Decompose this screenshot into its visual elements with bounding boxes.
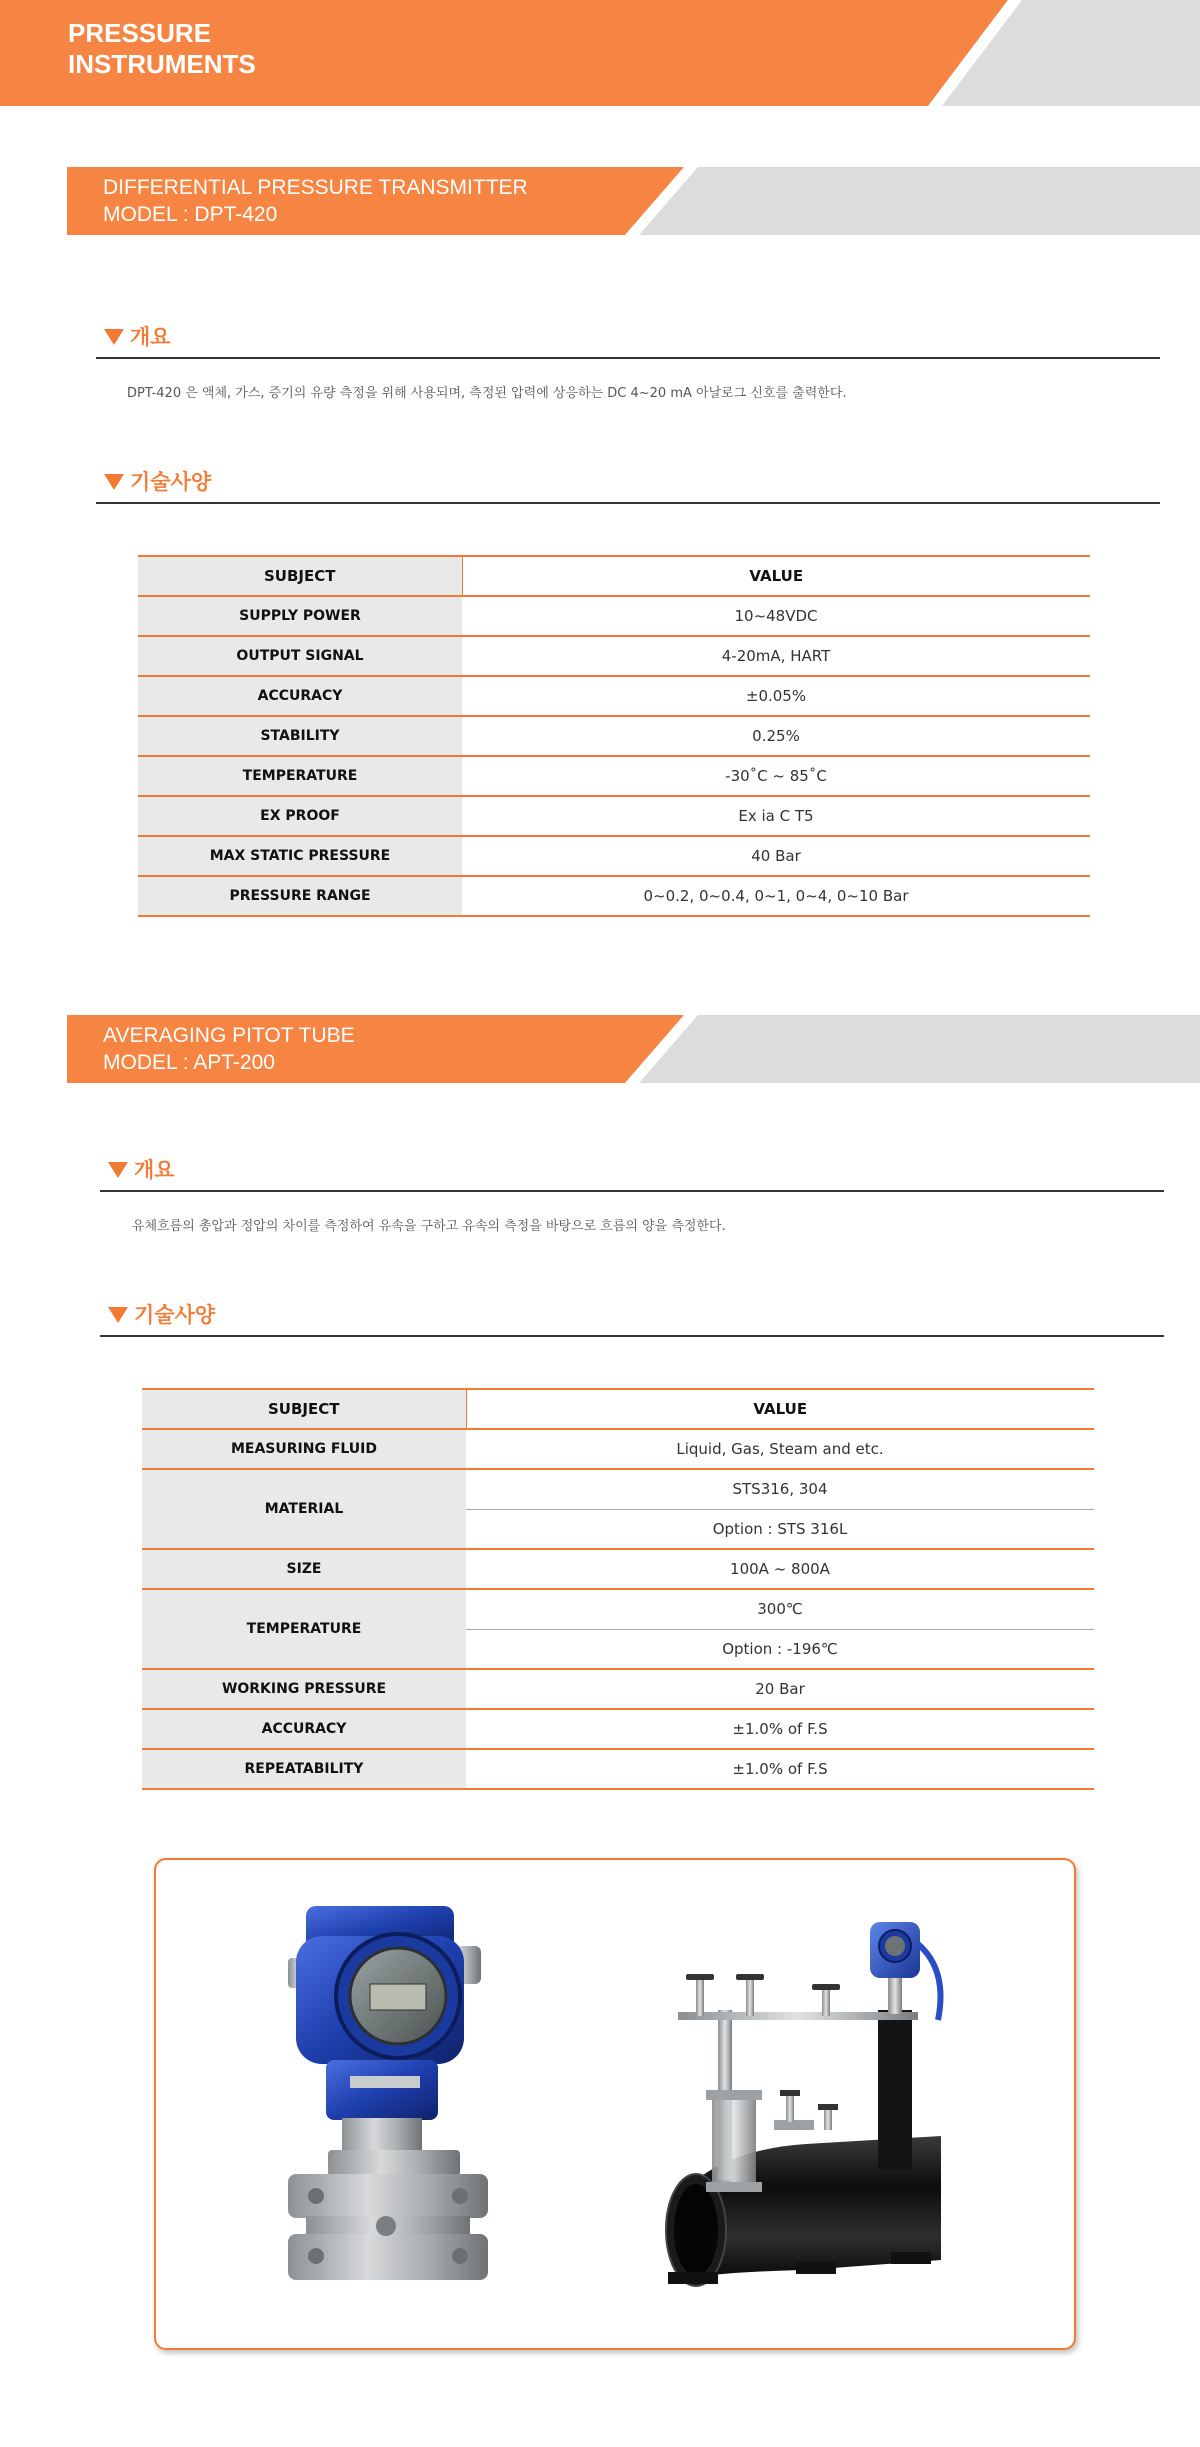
product-photo-frame — [154, 1858, 1076, 2350]
row-value: ±1.0% of F.S — [466, 1709, 1094, 1749]
table-row — [138, 676, 1090, 716]
dpt-product-name: DIFFERENTIAL PRESSURE TRANSMITTER — [103, 176, 528, 199]
dpt-transmitter-image — [266, 1900, 526, 2310]
dpt-model-banner — [67, 167, 1200, 235]
dpt-overview-text: DPT-420 은 액체, 가스, 증기의 유량 측정을 위해 사용되며, 측정된 압력에 상응하는 DC 4~20 mA 아날로그 신호를 출력한다. — [127, 386, 847, 401]
row-subject: REPEATABILITY — [142, 1749, 466, 1789]
col-value: VALUE — [462, 556, 1090, 596]
table-row — [138, 836, 1090, 876]
row-subject: TEMPERATURE — [142, 1589, 466, 1669]
table-header-row — [142, 1389, 1094, 1429]
row-value: ±0.05% — [462, 676, 1090, 716]
dpt-spec-heading — [96, 470, 1160, 504]
apt-model-number: MODEL : APT-200 — [103, 1051, 275, 1074]
row-subject: MATERIAL — [142, 1469, 466, 1549]
apt-overview-heading — [100, 1158, 1164, 1192]
table-header-row — [138, 556, 1090, 596]
row-value: 20 Bar — [466, 1669, 1094, 1709]
row-value: ±1.0% of F.S — [466, 1749, 1094, 1789]
table-row — [142, 1669, 1094, 1709]
row-value: Option : -196℃ — [466, 1629, 1094, 1669]
apt-spec-heading-text: 기술사양 — [134, 1303, 216, 1327]
row-value: 10~48VDC — [462, 596, 1090, 636]
triangle-down-icon — [104, 329, 124, 345]
row-subject: MEASURING FLUID — [142, 1429, 466, 1469]
col-subject: SUBJECT — [142, 1389, 466, 1429]
table-row — [142, 1469, 1094, 1509]
apt-overview-heading-text: 개요 — [134, 1158, 175, 1182]
row-value: Ex ia C T5 — [462, 796, 1090, 836]
row-subject: EX PROOF — [138, 796, 462, 836]
row-subject: OUTPUT SIGNAL — [138, 636, 462, 676]
row-value: STS316, 304 — [466, 1469, 1094, 1509]
row-value: 100A ~ 800A — [466, 1549, 1094, 1589]
triangle-down-icon — [108, 1307, 128, 1323]
table-row — [138, 716, 1090, 756]
dpt-overview-heading-text: 개요 — [130, 325, 171, 349]
row-subject: WORKING PRESSURE — [142, 1669, 466, 1709]
dpt-overview-heading — [96, 325, 1160, 359]
apt-model-banner — [67, 1015, 1200, 1083]
table-row — [138, 756, 1090, 796]
apt-spec-table — [142, 1388, 1094, 1790]
triangle-down-icon — [104, 474, 124, 490]
table-row — [138, 876, 1090, 916]
table-row — [142, 1709, 1094, 1749]
row-subject: SIZE — [142, 1549, 466, 1589]
dpt-spec-table — [138, 555, 1090, 917]
row-value: 0~0.2, 0~0.4, 0~1, 0~4, 0~10 Bar — [462, 876, 1090, 916]
row-value: 4-20mA, HART — [462, 636, 1090, 676]
table-row — [142, 1429, 1094, 1469]
table-row — [142, 1589, 1094, 1629]
row-value: Option : STS 316L — [466, 1509, 1094, 1549]
row-subject: TEMPERATURE — [138, 756, 462, 796]
table-row — [138, 796, 1090, 836]
top-banner — [0, 0, 1200, 106]
table-row — [138, 636, 1090, 676]
dpt-spec-heading-text: 기술사양 — [130, 470, 212, 494]
apt-pitot-tube-image — [656, 1900, 956, 2310]
table-row — [138, 596, 1090, 636]
row-value: 0.25% — [462, 716, 1090, 756]
row-value: 300℃ — [466, 1589, 1094, 1629]
table-row — [142, 1749, 1094, 1789]
row-value: 40 Bar — [462, 836, 1090, 876]
apt-product-name: AVERAGING PITOT TUBE — [103, 1024, 355, 1047]
row-subject: STABILITY — [138, 716, 462, 756]
row-value: -30˚C ~ 85˚C — [462, 756, 1090, 796]
page-title: PRESSURE INSTRUMENTS — [68, 18, 256, 79]
row-subject: PRESSURE RANGE — [138, 876, 462, 916]
row-subject: ACCURACY — [138, 676, 462, 716]
apt-spec-heading — [100, 1303, 1164, 1337]
row-subject: ACCURACY — [142, 1709, 466, 1749]
table-row — [142, 1549, 1094, 1589]
row-subject: MAX STATIC PRESSURE — [138, 836, 462, 876]
row-value: Liquid, Gas, Steam and etc. — [466, 1429, 1094, 1469]
apt-overview-text: 유체흐름의 총압과 정압의 차이를 측정하여 유속을 구하고 유속의 측정을 바탕으로 흐름의 양을 측정한다. — [132, 1219, 726, 1234]
col-value: VALUE — [466, 1389, 1094, 1429]
col-subject: SUBJECT — [138, 556, 462, 596]
row-subject: SUPPLY POWER — [138, 596, 462, 636]
dpt-model-number: MODEL : DPT-420 — [103, 203, 278, 226]
triangle-down-icon — [108, 1162, 128, 1178]
